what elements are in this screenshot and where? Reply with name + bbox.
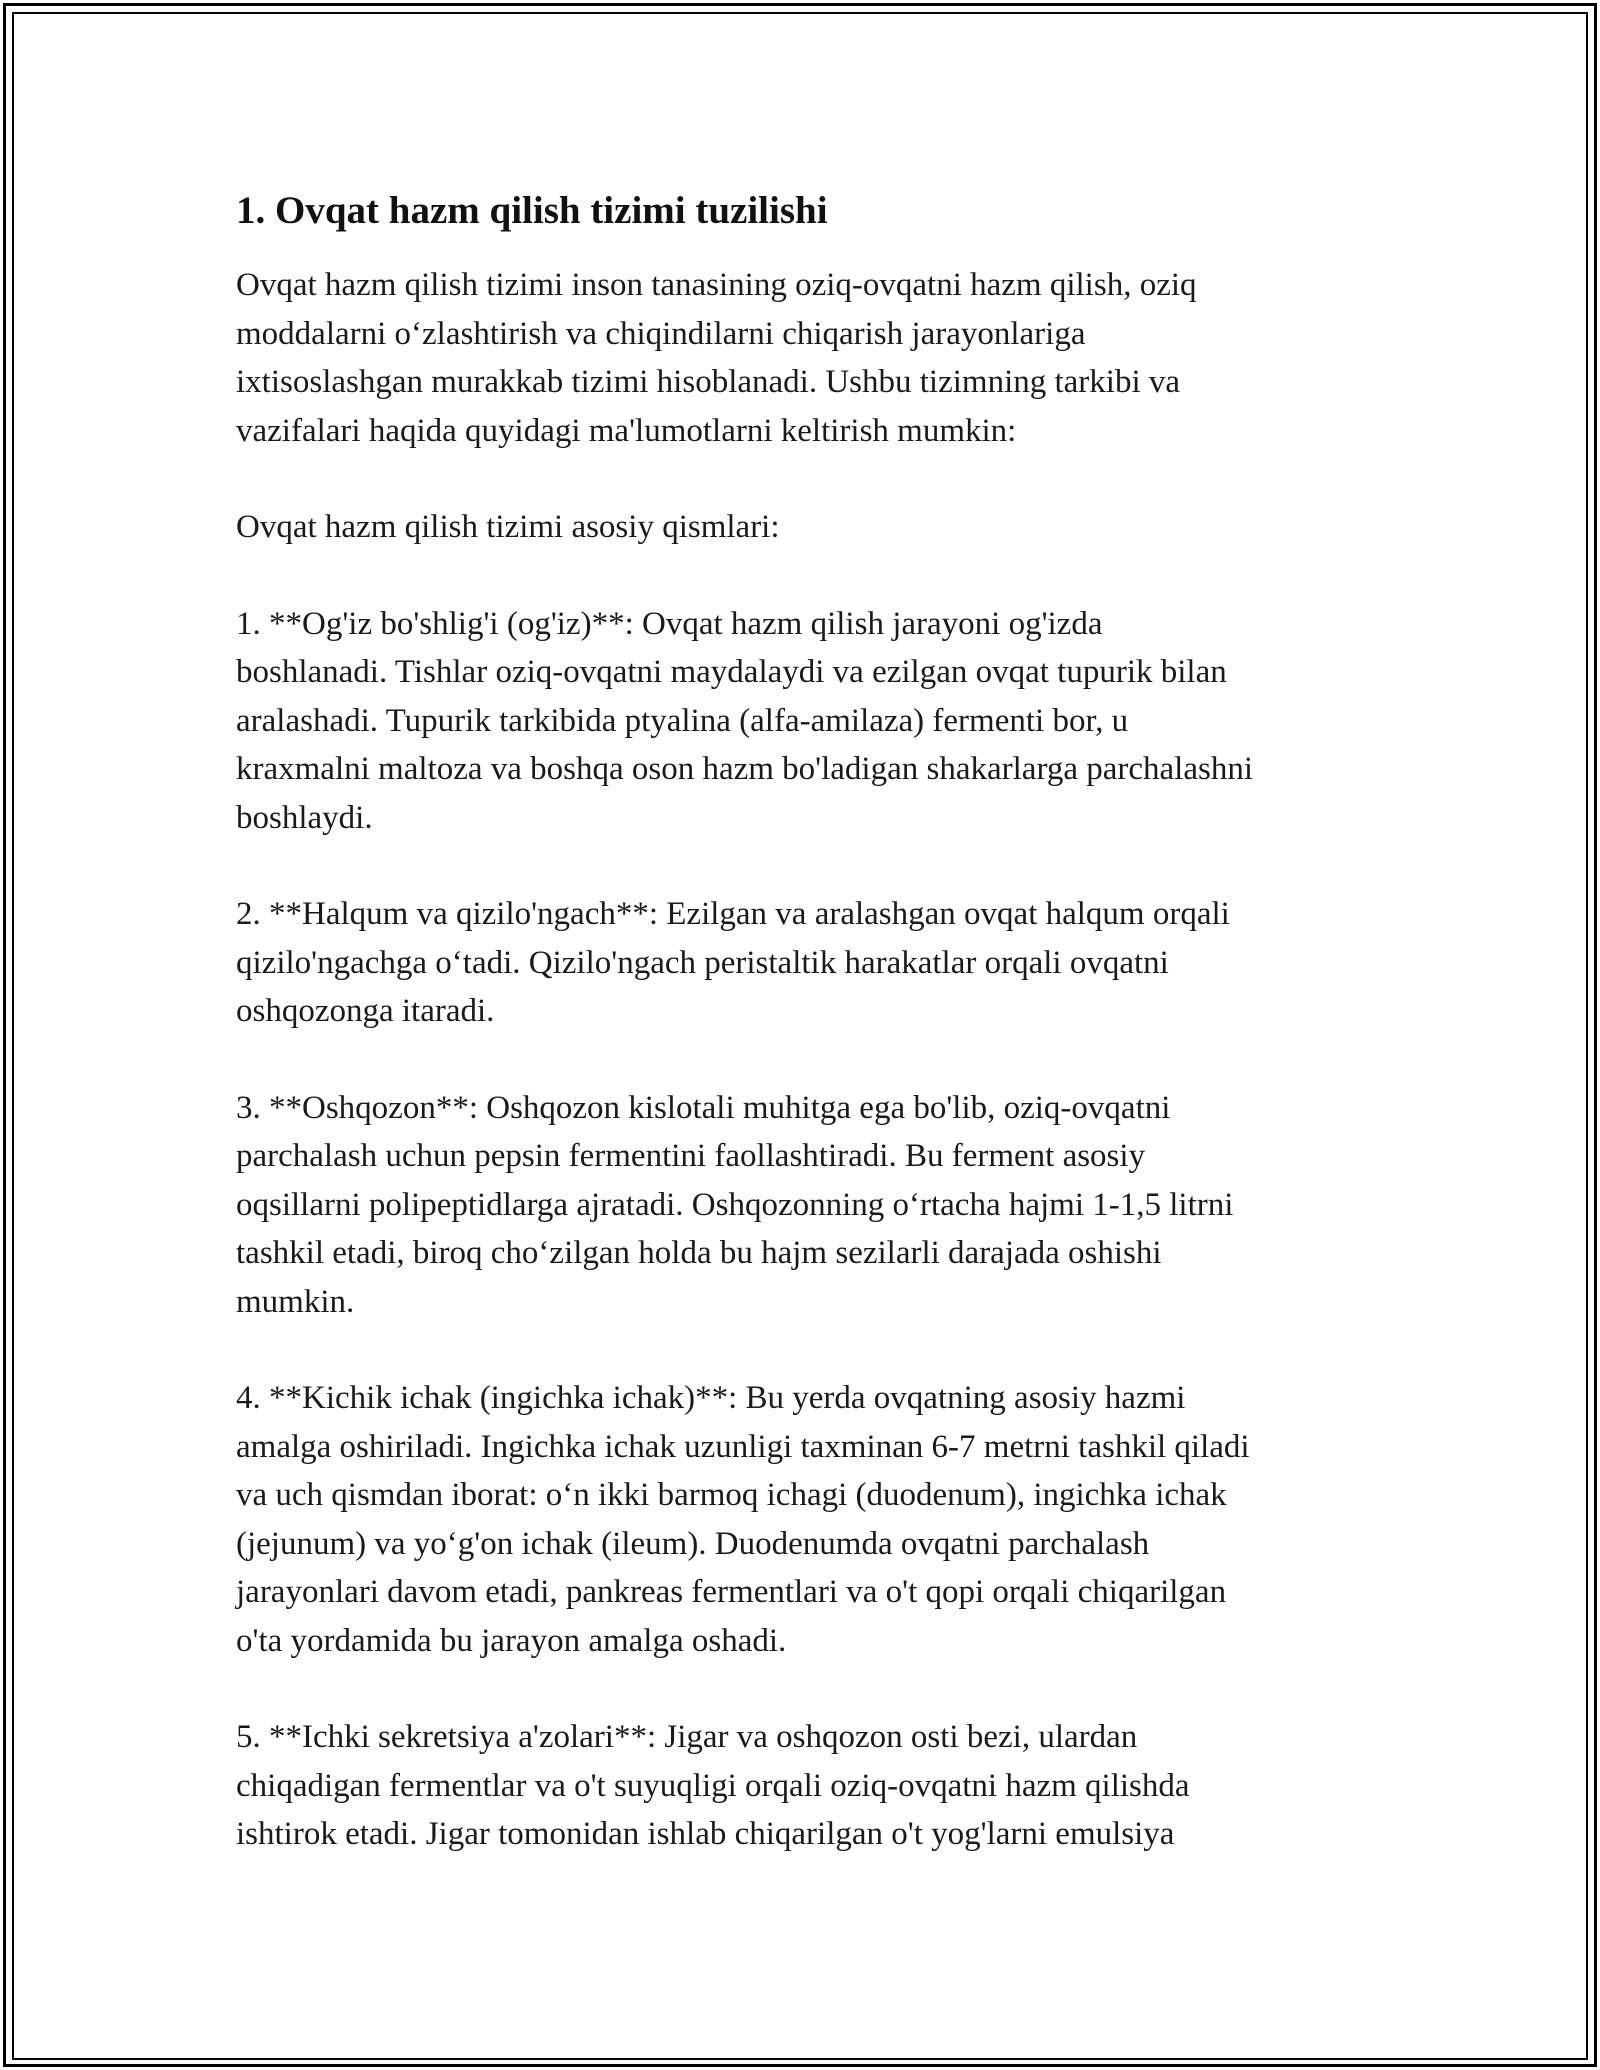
list-item-stomach: 3. **Oshqozon**: Oshqozon kislotali muhitga ega bo'lib, oziq-ovqatni parchalash uchun pepsin fermentini faollashtiradi. Bu ferment asosiy oqsillarni polipeptidlarga ajratadi. Oshqozonning o‘rtacha hajmi 1-1,5 litrni tashkil etadi, biroq cho‘zilgan holda bu hajm sezilarli darajada oshishi mumkin. bbox=[236, 1089, 1234, 1320]
intro-paragraph: Ovqat hazm qilish tizimi inson tanasining oziq-ovqatni hazm qilish, oziq moddalarni o‘zlashtirish va chiqindilarni chiqarish jarayonlariga ixtisoslashgan murakkab tizimi hisoblanadi. Ushbu tizimning tarkibi va vazifalari haqida quyidagi ma'lumotlarni keltirish mumkin: bbox=[236, 267, 1197, 449]
list-item-small-intestine: 4. **Kichik ichak (ingichka ichak)**: Bu yerda ovqatning asosiy hazmi amalga oshiriladi. Ingichka ichak uzunligi taxminan 6-7 metrni tashkil qiladi va uch qismdan iborat: o‘n ikki barmoq ichagi (duodenum), ingichka ichak (jejunum) va yo‘g'on ichak (ileum). Duodenumda ovqatni parchalash jarayonlari davom etadi, pankreas fermentlari va o't qopi orqali chiqarilgan o'ta yordamida bu jarayon amalga oshadi. bbox=[236, 1380, 1250, 1659]
list-item-pharynx-esophagus: 2. **Halqum va qizilo'ngach**: Ezilgan va aralashgan ovqat halqum orqali qizilo'ngachga o‘tadi. Qizilo'ngach peristaltik harakatlar orqali ovqatni oshqozonga itaradi. bbox=[236, 896, 1230, 1029]
document-body bbox=[236, 185, 1376, 1907]
section-heading: 1. Ovqat hazm qilish tizimi tuzilishi bbox=[236, 189, 828, 232]
list-item-secretory-organs: 5. **Ichki sekretsiya a'zolari**: Jigar va oshqozon osti bezi, ulardan chiqadigan fermentlar va o't suyuqligi orqali oziq-ovqatni hazm qilishda ishtirok etadi. Jigar tomonidan ishlab chiqarilgan o't yog'larni emulsiya bbox=[236, 1719, 1190, 1852]
list-item-mouth: 1. **Og'iz bo'shlig'i (og'iz)**: Ovqat hazm qilish jarayoni og'izda boshlanadi. Tishlar oziq-ovqatni maydalaydi va ezilgan ovqat tupurik bilan aralashadi. Tupurik tarkibida ptyalina (alfa-amilaza) fermenti bor, u kraxmalni maltoza va boshqa oson hazm bo'ladigan shakarlarga parchalashni boshlaydi. bbox=[236, 605, 1253, 836]
parts-intro-paragraph: Ovqat hazm qilish tizimi asosiy qismlari: bbox=[236, 509, 780, 545]
